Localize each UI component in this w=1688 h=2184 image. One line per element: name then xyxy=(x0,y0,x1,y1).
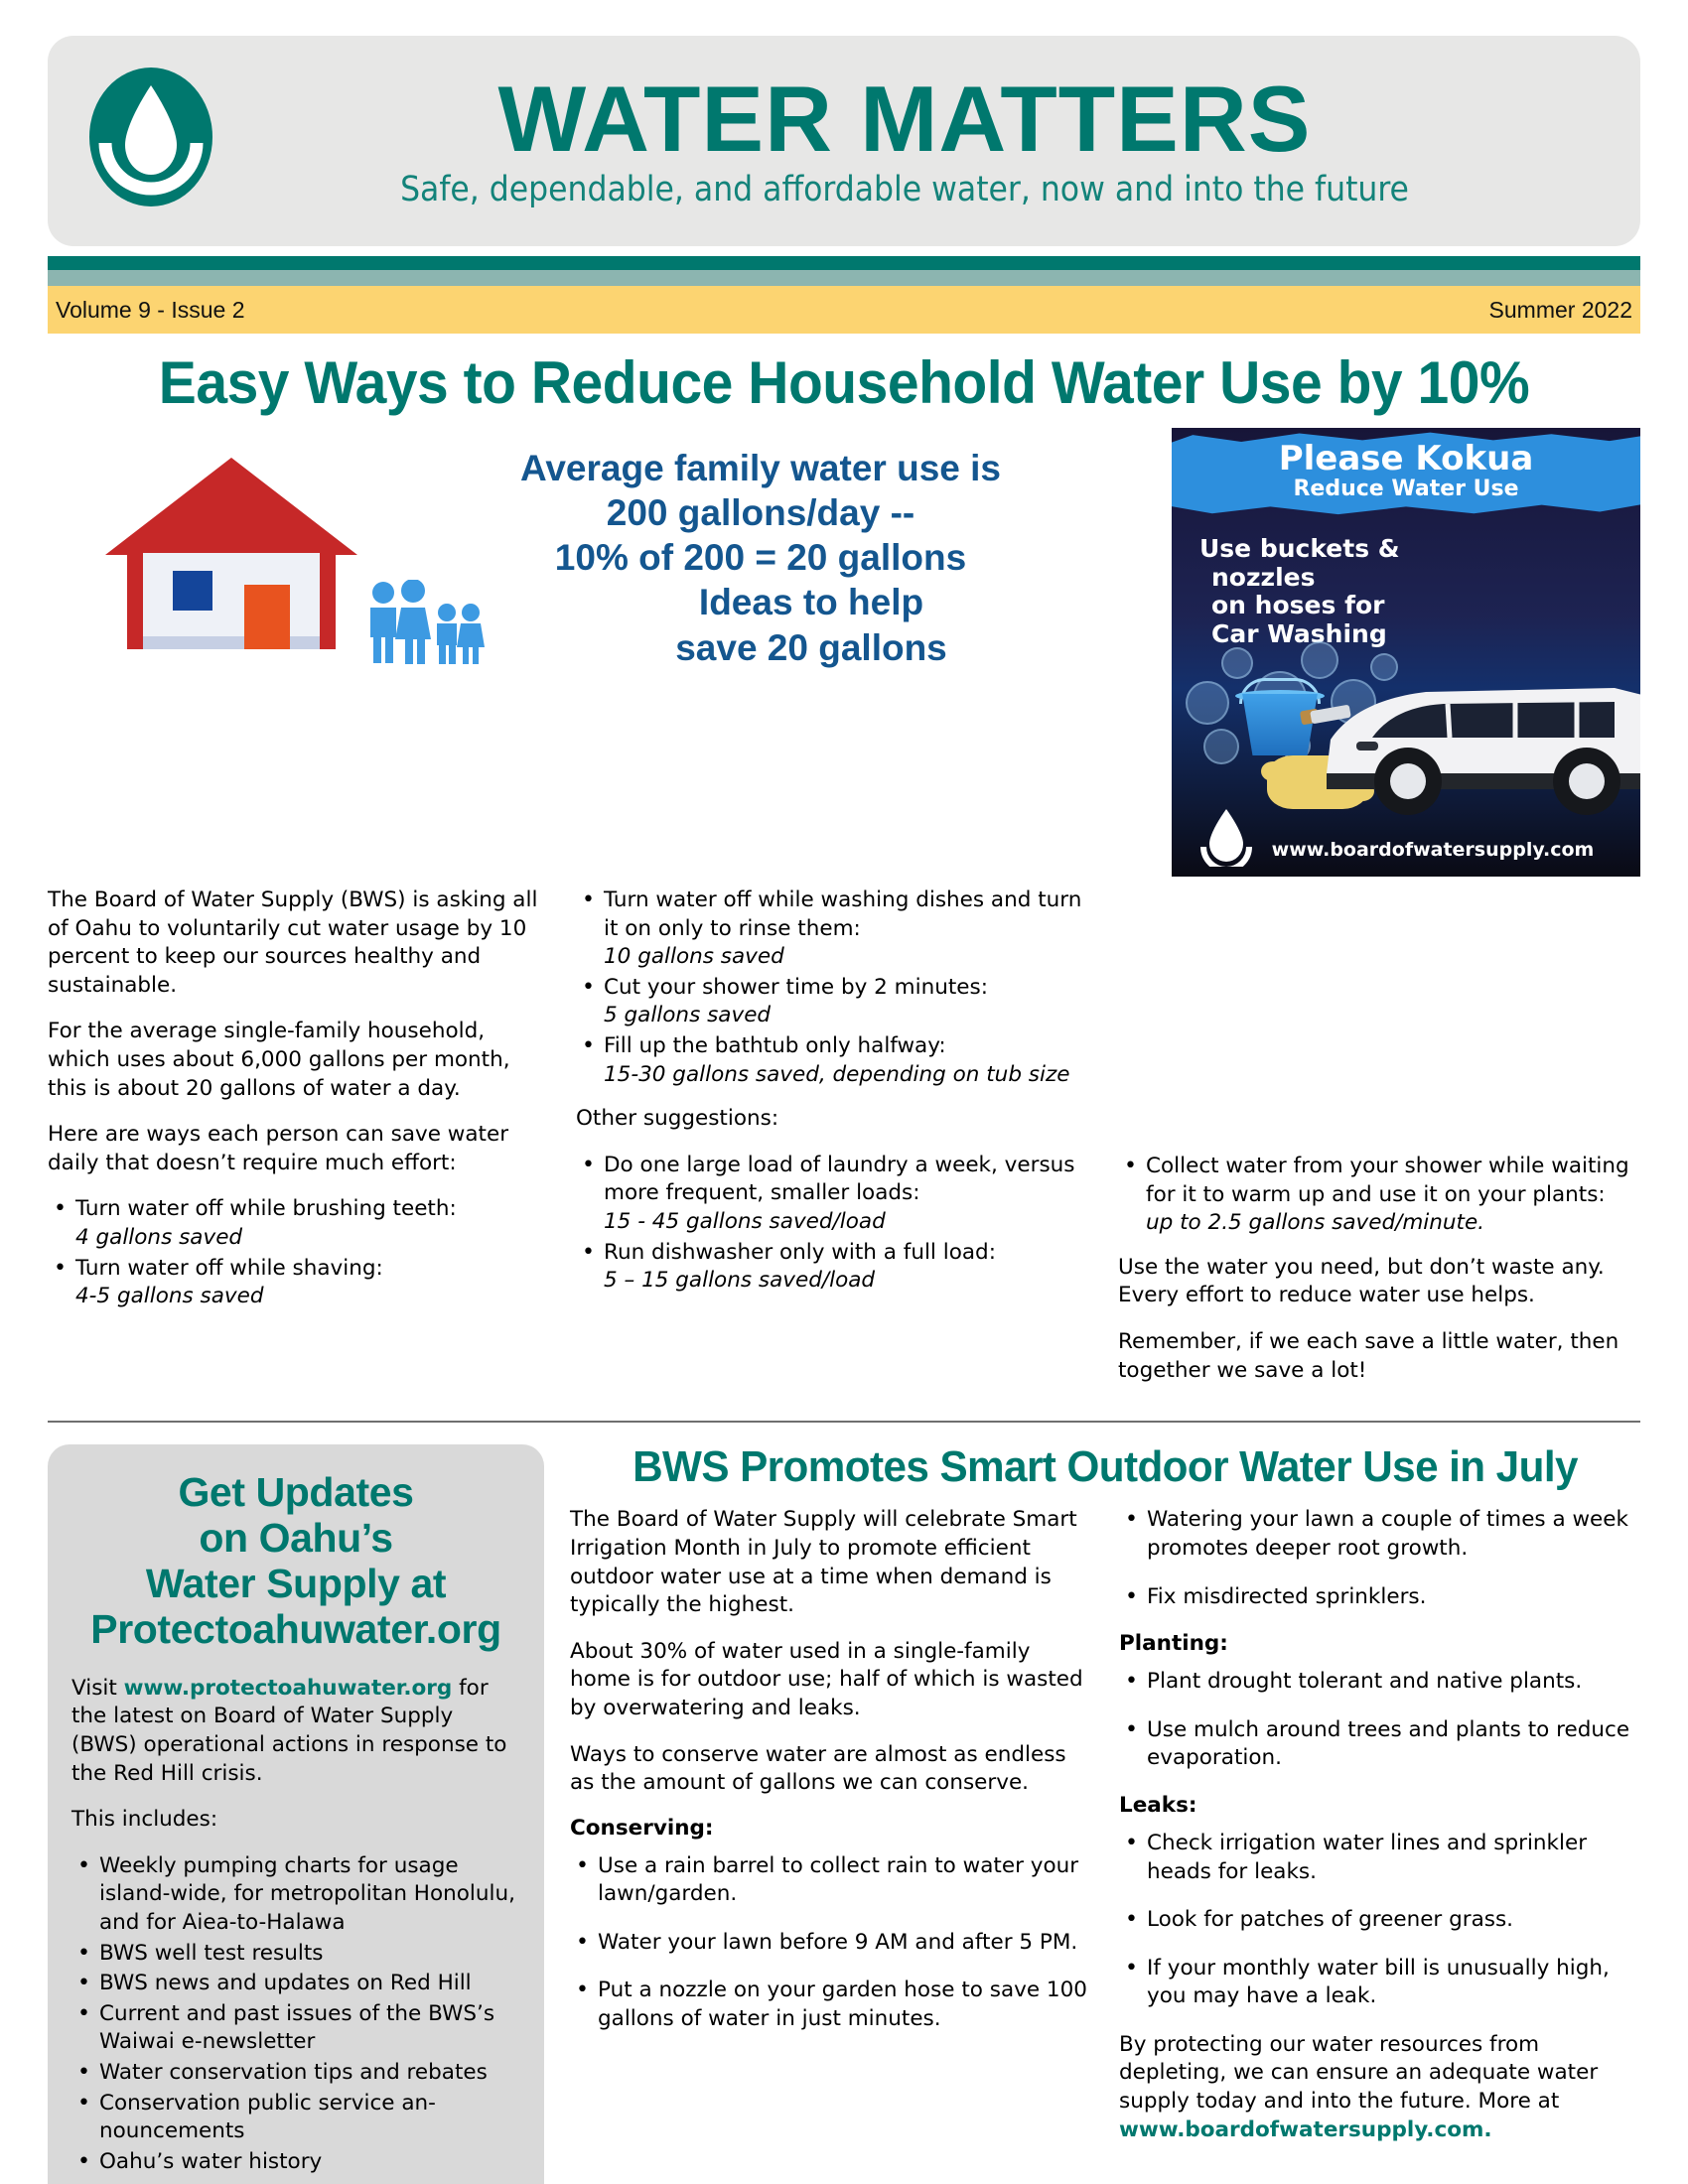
ad-subtitle: Reduce Water Use xyxy=(1293,477,1519,501)
list-item: • If your monthly water bill is unusually high, you may have a leak. xyxy=(1119,1955,1640,2011)
tip-text: Turn water off while brushing teeth: xyxy=(75,1196,457,1222)
planting-label: Planting: xyxy=(1119,1631,1228,1657)
tip-note: 4 gallons saved xyxy=(75,1224,243,1250)
family-of-four-icon xyxy=(365,580,485,670)
title-line-3: Water Supply at xyxy=(145,1560,447,1606)
updates-list xyxy=(71,1852,520,2177)
bottom-section xyxy=(48,1444,1640,2184)
issue-bar xyxy=(48,286,1640,334)
ad-body-line-1: Use buckets & xyxy=(1199,534,1400,563)
list-item: • Plant drought tolerant and native plants. xyxy=(1119,1668,1640,1697)
leaks-list xyxy=(1119,1830,1640,2011)
tip-note: 15 - 45 gallons saved/load xyxy=(604,1208,886,1234)
list-item: • Use mulch around trees and plants to reduce evaporation. xyxy=(1119,1716,1640,1773)
article-column-2 xyxy=(576,887,1092,1311)
stat-line-2: 200 gallons/day -- xyxy=(606,492,915,534)
tip-text: Run dishwasher only with a full load: xyxy=(604,1239,996,1265)
paragraph: The Board of Water Supply will celebrate Smart Irrigation Month in July to promote efficient outdoor water use at a time when demand is typically the highest. xyxy=(570,1507,1077,1618)
article-column-1 xyxy=(48,887,550,1327)
updates-intro xyxy=(71,1675,520,1788)
planting-list xyxy=(1119,1668,1640,1773)
july-section-title: BWS Promotes Smart Outdoor Water Use in July xyxy=(633,1442,1578,1492)
july-columns xyxy=(570,1506,1640,2162)
paragraph: The Board of Water Supply (BWS) is asking all of Oahu to voluntarily cut water usage by 10 percent to keep our sources healthy and sustainable. xyxy=(48,887,538,998)
hero-stat-text xyxy=(365,446,1150,580)
list-item: • BWS news and updates on Red Hill xyxy=(71,1970,520,1998)
paragraph: About 30% of water used in a single-family home is for outdoor use; half of which is wasted by overwatering and leaks. xyxy=(570,1638,1083,1720)
ideas-line-1: Ideas to help xyxy=(698,582,924,623)
list-item: • Look for patches of greener grass. xyxy=(1119,1906,1640,1935)
list-item xyxy=(576,974,1092,1030)
july-right-column xyxy=(1119,1506,1640,2162)
tips-list xyxy=(1118,1153,1640,1238)
closing-paragraph xyxy=(1119,2031,1640,2144)
light-teal-divider xyxy=(48,270,1640,286)
paragraph: Use the water you need, but don’t waste any. Every effort to reduce water use helps. xyxy=(1118,1254,1605,1308)
article-columns xyxy=(48,887,1640,1403)
section-divider xyxy=(48,1421,1640,1423)
leaks-label: Leaks: xyxy=(1119,1792,1197,1818)
july-left-column xyxy=(570,1506,1091,2162)
tip-note: 10 gallons saved xyxy=(604,944,784,970)
list-item: • Water conservation tips and rebates xyxy=(71,2059,520,2088)
ideas-line-2: save 20 gallons xyxy=(675,626,947,668)
stat-line-1: Average family water use is xyxy=(520,448,1001,488)
list-item: • Conservation public service an-nouncements xyxy=(71,2090,520,2146)
water-drop-logo-icon xyxy=(81,66,220,216)
page-title: WATER MATTERS xyxy=(497,66,1312,171)
tip-note: up to 2.5 gallons saved/minute. xyxy=(1146,1210,1485,1236)
ad-body-line-3: on hoses for xyxy=(1211,591,1385,619)
tip-text: Turn water off while washing dishes and turn it on only to rinse them: xyxy=(604,887,1082,941)
house-illustration-icon xyxy=(97,446,365,679)
ad-body-text xyxy=(1199,535,1400,648)
list-item: • Check irrigation water lines and sprinkler heads for leaks. xyxy=(1119,1830,1640,1886)
ad-body-line-4: Car Washing xyxy=(1211,618,1387,648)
list-item xyxy=(576,887,1092,972)
volume-issue-label: Volume 9 - Issue 2 xyxy=(56,296,245,323)
tips-list xyxy=(576,887,1092,1089)
tip-text: Collect water from your shower while waiting for it to warm up and use it on your plants: xyxy=(1146,1154,1629,1207)
paragraph: Ways to conserve water are almost as endless as the amount of gallons we can conserve. xyxy=(570,1741,1066,1796)
issue-date-label: Summer 2022 xyxy=(1488,296,1632,323)
list-item: • Fix misdirected sprinklers. xyxy=(1119,1583,1640,1612)
other-suggestions-list xyxy=(576,1152,1092,1296)
hero-row xyxy=(48,428,1640,877)
title-line-2: on Oahu’s xyxy=(199,1515,393,1562)
protectoahuwater-link[interactable]: www.protectoahuwater.org xyxy=(123,1675,453,1701)
title-line-4: Protectoahuwater.org xyxy=(90,1605,501,1652)
other-suggestions-label: Other suggestions: xyxy=(576,1106,779,1132)
paragraph: For the average single-family household, which uses about 6,000 gallons per month, this is about 20 gallons of water a day. xyxy=(48,1019,510,1101)
tips-list xyxy=(48,1195,550,1310)
hero-left xyxy=(48,428,1150,679)
tip-note: 4-5 gallons saved xyxy=(75,1284,264,1309)
ad-title xyxy=(1172,439,1640,501)
boardofwatersupply-link[interactable]: www.boardofwatersupply.com. xyxy=(1119,2116,1492,2142)
list-item: • Watering your lawn a couple of times a week promotes deeper root growth. xyxy=(1119,1506,1640,1563)
hero-ideas-text xyxy=(485,580,1150,669)
tip-note: 15-30 gallons saved, depending on tub size xyxy=(604,1061,1070,1087)
intro-after: for the latest on Board of Water Supply (BWS) operational actions in response to the Red Hill crisis. xyxy=(71,1675,507,1786)
outdoor-tips-list xyxy=(1119,1506,1640,1611)
masthead-text xyxy=(242,66,1607,209)
intro-before: Visit xyxy=(71,1675,124,1701)
list-item: • Water your lawn before 9 AM and after 5 PM. xyxy=(570,1929,1091,1958)
includes-label: This includes: xyxy=(71,1807,218,1833)
list-item: • BWS well test results xyxy=(71,1940,520,1969)
masthead xyxy=(48,36,1640,246)
ad-body-line-2: nozzles xyxy=(1211,562,1316,592)
list-item: • Put a nozzle on your garden hose to save 100 gallons of water in just minutes. xyxy=(570,1977,1091,2033)
list-item xyxy=(576,1152,1092,1237)
get-updates-title xyxy=(71,1470,520,1653)
conserving-label: Conserving: xyxy=(570,1815,714,1841)
list-item: • Weekly pumping charts for usage island-wide, for metropolitan Honolulu, and for Aiea-to-Halawa xyxy=(71,1852,520,1938)
tip-text: Turn water off while shaving: xyxy=(75,1255,383,1281)
tip-note: 5 – 15 gallons saved/load xyxy=(604,1268,876,1294)
list-item xyxy=(48,1195,550,1252)
masthead-tagline: Safe, dependable, and affordable water, now and into the future xyxy=(400,169,1409,209)
white-suv-car-icon xyxy=(1317,654,1640,821)
paragraph: Remember, if we each save a little water, then together we save a lot! xyxy=(1118,1328,1619,1383)
ad-title-main: Please Kokua xyxy=(1278,439,1534,478)
list-item: • Use a rain barrel to collect rain to water your lawn/garden. xyxy=(570,1852,1091,1909)
tip-text: Cut your shower time by 2 minutes: xyxy=(604,974,988,1000)
article-headline: Easy Ways to Reduce Household Water Use by 10% xyxy=(158,349,1530,416)
ad-url-label: www.boardofwatersupply.com xyxy=(1271,839,1595,861)
ad-spacer xyxy=(1118,887,1640,1153)
paragraph: Here are ways each person can save water daily that doesn’t require much effort: xyxy=(48,1122,509,1175)
tip-text: Fill up the bathtub only halfway: xyxy=(604,1032,946,1058)
list-item xyxy=(576,1032,1092,1089)
tip-text: Do one large load of laundry a week, versus more frequent, smaller loads: xyxy=(604,1152,1075,1206)
teal-divider xyxy=(48,256,1640,270)
list-item xyxy=(576,1239,1092,1296)
title-line-1: Get Updates xyxy=(178,1469,414,1516)
tip-note: 5 gallons saved xyxy=(604,1003,772,1028)
list-item xyxy=(1118,1153,1640,1238)
list-item xyxy=(48,1255,550,1311)
article-column-3 xyxy=(1118,887,1640,1403)
list-item: • Current and past issues of the BWS’s Waiwai e-newsletter xyxy=(71,2000,520,2057)
conserving-list xyxy=(570,1852,1091,2034)
closing-text: By protecting our water resources from depleting, we can ensure an adequate water supply today and into the future. More at xyxy=(1119,2031,1599,2115)
stat-line-3: 10% of 200 = 20 gallons xyxy=(554,537,967,579)
list-item: • Oahu’s water history xyxy=(71,2148,520,2177)
july-section xyxy=(570,1444,1640,2162)
get-updates-box xyxy=(48,1444,544,2184)
please-kokua-ad[interactable] xyxy=(1172,428,1640,877)
